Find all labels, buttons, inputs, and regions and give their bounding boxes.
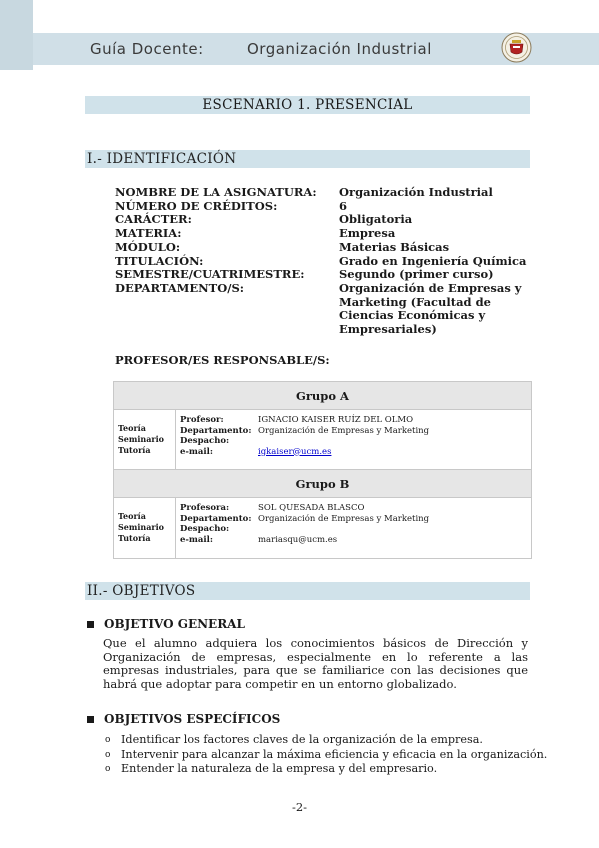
objetivos-especificos-heading [87, 712, 280, 726]
profesor-label: Profesora: [180, 503, 230, 513]
departamento-label: Departamento: [180, 425, 252, 436]
page-number: -2- [291, 800, 308, 814]
role-label: Teoría [118, 423, 146, 433]
ident-label: TITULACIÓN: [115, 253, 204, 268]
despacho-label: Despacho: [180, 524, 230, 534]
ident-value: Grado en Ingeniería Química [339, 253, 527, 268]
role-label: Tutoría [118, 445, 151, 455]
university-crest-icon [501, 32, 532, 63]
page-header [0, 0, 599, 70]
email-link[interactable]: igkaiser@ucm.es [258, 446, 332, 457]
ident-label: NOMBRE DE LA ASIGNATURA: [115, 185, 317, 199]
ident-row [115, 227, 535, 241]
departamento-value: Organización de Empresas y Marketing [258, 513, 430, 524]
ident-value: Empresa [339, 226, 396, 241]
group-a-header: Grupo A [114, 382, 531, 410]
ident-label: DEPARTAMENTO/S: [115, 280, 245, 295]
group-b-body [114, 498, 531, 558]
group-a-body [114, 410, 531, 470]
despacho-label: Despacho: [180, 436, 230, 446]
email-label: e-mail: [180, 534, 214, 545]
ident-label: SEMESTRE/CUATRIMESTRE: [115, 267, 305, 282]
header-left-stripe [0, 0, 33, 70]
objetivo-general-title: OBJETIVO GENERAL [104, 617, 245, 631]
square-bullet-icon [87, 716, 94, 723]
objetivo-general-text: Que el alumno adquiera los conocimientos básicos de Dirección y Organización de empresas, especialmente en lo referente a las empresas industriales, para que se familiarice con las decisiones que habrá que adoptar para competir en un entorno globalizado. [103, 636, 528, 692]
despacho-value [258, 524, 531, 535]
profesores-title: PROFESOR/ES RESPONSABLE/S: [115, 353, 330, 367]
group-roles [114, 498, 176, 558]
ident-value: Organización Industrial [339, 185, 493, 199]
ident-row [115, 241, 535, 255]
email-label: e-mail: [180, 446, 214, 457]
objetivos-especificos-title: OBJETIVOS ESPECÍFICOS [104, 712, 281, 726]
profesor-label: Profesor: [180, 415, 224, 425]
ident-value: Obligatoria [339, 212, 413, 227]
group-b-header: Grupo B [114, 470, 531, 498]
ident-label: CARÁCTER: [115, 212, 192, 227]
ident-label: MÓDULO: [115, 239, 181, 254]
role-label: Teoría [118, 511, 146, 521]
subject-title: Organización Industrial [247, 40, 432, 58]
circle-bullet-icon: o [105, 749, 111, 760]
departamento-value: Organización de Empresas y Marketing [258, 425, 430, 436]
list-item [105, 762, 547, 777]
square-bullet-icon [87, 621, 94, 628]
role-label: Seminario [118, 522, 164, 532]
ident-value: 6 [339, 198, 348, 213]
section-objetivos-title: II.- OBJETIVOS [85, 582, 530, 600]
list-item-text: Identificar los factores claves de la organización de la empresa. [121, 733, 483, 746]
identification-table [115, 186, 535, 337]
group-roles [114, 410, 176, 469]
ident-label: NÚMERO DE CRÉDITOS: [115, 198, 278, 213]
guide-label: Guía Docente: [90, 40, 204, 58]
ident-row [115, 255, 535, 269]
scenario-title: ESCENARIO 1. PRESENCIAL [85, 96, 530, 114]
circle-bullet-icon: o [105, 735, 111, 745]
list-item [105, 748, 547, 763]
profesor-name: IGNACIO KAISER RUÍZ DEL OLMO [258, 415, 414, 425]
groups-table [113, 381, 532, 559]
email-text: mariasqu@ucm.es [258, 534, 338, 545]
departamento-label: Departamento: [180, 513, 252, 524]
ident-value: Organización de Empresas y Marketing (Facultad de Ciencias Económicas y Empresariales) [339, 280, 522, 337]
ident-row [115, 213, 535, 227]
objetivo-general-heading [87, 617, 245, 631]
ident-value: Segundo (primer curso) [339, 267, 494, 282]
circle-bullet-icon: o [105, 764, 111, 774]
ident-row [115, 186, 535, 200]
ident-row [115, 282, 535, 337]
ident-value: Materias Básicas [339, 239, 450, 254]
list-item-text: Intervenir para alcanzar la máxima eficiencia y eficacia en la organización. [121, 747, 548, 761]
section-identificacion-title: I.- IDENTIFICACIÓN [85, 150, 530, 168]
profesor-name: SOL QUESADA BLASCO [258, 503, 365, 513]
objetivos-especificos-list [105, 733, 547, 777]
role-label: Tutoría [118, 533, 151, 543]
ident-label: MATERIA: [115, 226, 182, 241]
list-item [105, 733, 547, 748]
role-label: Seminario [118, 434, 164, 444]
list-item-text: Entender la naturaleza de la empresa y del empresario. [121, 762, 438, 775]
ident-row [115, 200, 535, 214]
group-details [176, 410, 531, 469]
ident-row [115, 268, 535, 282]
group-details [176, 498, 531, 558]
despacho-value [258, 436, 531, 447]
